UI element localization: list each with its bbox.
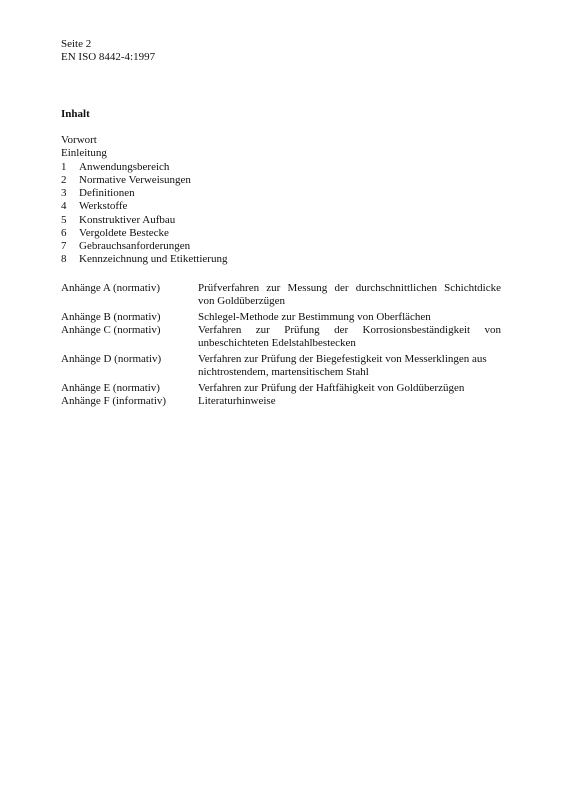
annex-entry bbox=[61, 395, 501, 408]
toc-entry-number: 8 bbox=[61, 253, 67, 266]
annex-entry bbox=[61, 353, 501, 379]
toc-entry-number: 1 bbox=[61, 160, 67, 173]
toc-entry bbox=[61, 174, 227, 187]
toc-entry bbox=[61, 187, 227, 200]
toc-entry-label: Vergoldete Bestecke bbox=[79, 226, 169, 239]
annex-description-line: Verfahren zur Prüfung der Korrosionsbeständigkeit von bbox=[198, 324, 501, 336]
annex-label: Anhänge C (normativ) bbox=[61, 324, 161, 336]
toc-entry-label: Vorwort bbox=[61, 134, 97, 146]
standard-reference: EN ISO 8442-4:1997 bbox=[61, 51, 156, 63]
page-number: Seite 2 bbox=[61, 38, 92, 50]
toc-entry-label: Gebrauchsanforderungen bbox=[79, 240, 191, 252]
toc-entry bbox=[61, 134, 227, 147]
toc-entry bbox=[61, 200, 227, 213]
annex-entry bbox=[61, 382, 501, 395]
toc-entry-label: Konstruktiver Aufbau bbox=[79, 213, 176, 226]
toc-entry-number: 6 bbox=[61, 226, 67, 239]
annex-label: Anhänge F (informativ) bbox=[61, 395, 167, 407]
annex-description-line: nichtrostendem, martensitischem Stahl bbox=[198, 366, 369, 378]
annex-entry bbox=[61, 324, 501, 350]
annex-label: Anhänge B (normativ) bbox=[61, 311, 161, 323]
toc-entry-number: 7 bbox=[61, 240, 67, 252]
toc-entry bbox=[61, 240, 227, 253]
page-header bbox=[61, 38, 155, 64]
toc-entry-number: 5 bbox=[61, 213, 67, 226]
annex-description bbox=[198, 282, 501, 308]
annex-description bbox=[198, 395, 501, 408]
toc-entry bbox=[61, 227, 227, 240]
annex-description-line: Literaturhinweise bbox=[198, 395, 276, 407]
annex-list bbox=[61, 282, 501, 408]
annex-label: Anhänge D (normativ) bbox=[61, 353, 162, 365]
toc-entry-label: Kennzeichnung und Etikettierung bbox=[79, 253, 228, 266]
toc-entry-number: 2 bbox=[61, 173, 67, 186]
toc-entry-label: Anwendungsbereich bbox=[79, 160, 170, 173]
toc-entry bbox=[61, 161, 227, 174]
toc-entry-label: Werkstoffe bbox=[79, 200, 128, 213]
contents-title: Inhalt bbox=[61, 108, 90, 120]
annex-description-line: Prüfverfahren zur Messung der durchschnittlichen Schichtdicke bbox=[198, 282, 501, 294]
toc-entry-label: Normative Verweisungen bbox=[79, 173, 191, 186]
annex-description-line: Verfahren zur Prüfung der Haftfähigkeit von Goldüberzügen bbox=[198, 382, 465, 394]
annex-description-line: Verfahren zur Prüfung der Biegefestigkeit von Messerklingen aus bbox=[198, 353, 487, 365]
annex-entry bbox=[61, 311, 501, 324]
annex-label: Anhänge E (normativ) bbox=[61, 382, 160, 394]
annex-description-line: Schlegel-Methode zur Bestimmung von Oberflächen bbox=[198, 311, 431, 323]
toc-entry-number: 3 bbox=[61, 187, 67, 199]
toc-entry bbox=[61, 253, 227, 266]
annex-description bbox=[198, 311, 501, 324]
toc-entry-label: Definitionen bbox=[79, 187, 135, 199]
annex-label: Anhänge A (normativ) bbox=[61, 282, 160, 294]
toc-entry bbox=[61, 214, 227, 227]
annex-description bbox=[198, 353, 501, 379]
toc-entry bbox=[61, 147, 227, 160]
annex-entry bbox=[61, 282, 501, 308]
annex-description-line: unbeschichteten Edelstahlbestecken bbox=[198, 337, 356, 349]
toc-entry-label: Einleitung bbox=[61, 147, 107, 160]
annex-description bbox=[198, 324, 501, 350]
annex-description-line: von Goldüberzügen bbox=[198, 295, 286, 307]
table-of-contents bbox=[61, 134, 227, 267]
toc-entry-number: 4 bbox=[61, 200, 67, 213]
annex-description bbox=[198, 382, 501, 395]
